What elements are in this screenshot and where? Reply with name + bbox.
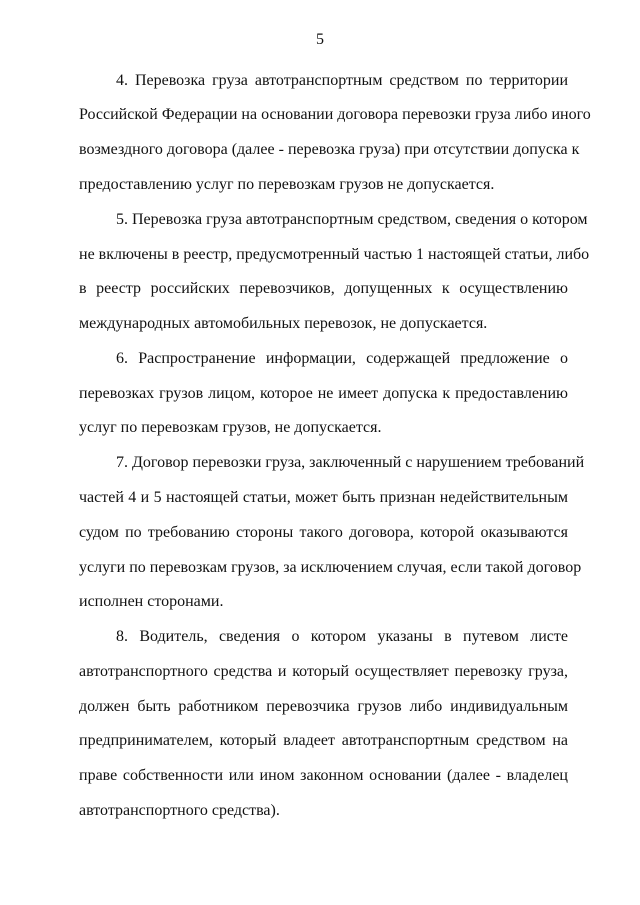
text-line: 5. Перевозка груза автотранспортным средством, сведения о котором [116,211,588,228]
text-line: исполнен сторонами. [79,593,224,610]
text-line: автотранспортного средства и который осуществляет перевозку груза, [79,663,568,680]
text-line: предпринимателем, который владеет автотранспортным средством на [79,732,568,749]
text-line: услуг по перевозкам грузов, не допускается. [79,419,382,436]
text-line: Российской Федерации на основании договора перевозки груза либо иного [79,106,591,123]
text-line: судом по требованию стороны такого договора, которой оказываются [79,524,568,541]
text-line: в реестр российских перевозчиков, допущенных к осуществлению [79,280,568,297]
text-line: возмездного договора (далее - перевозка груза) при отсутствии допуска к [79,141,580,158]
text-line: 6. Распространение информации, содержащей предложение о [116,350,568,367]
text-line: предоставлению услуг по перевозкам грузов не допускается. [79,176,495,193]
text-line: 8. Водитель, сведения о котором указаны в путевом листе [116,628,568,645]
page-number: 5 [316,31,324,48]
text-line: перевозках грузов лицом, которое не имеет допуска к предоставлению [79,385,568,402]
text-line: автотранспортного средства). [79,802,280,819]
text-line: 4. Перевозка груза автотранспортным средством по территории [116,72,568,89]
text-line: праве собственности или ином законном основании (далее - владелец [79,767,568,784]
text-line: 7. Договор перевозки груза, заключенный с нарушением требований [116,454,585,471]
text-line: не включены в реестр, предусмотренный частью 1 настоящей статьи, либо [79,246,590,263]
text-line: частей 4 и 5 настоящей статьи, может быть признан недействительным [79,489,568,506]
text-line: международных автомобильных перевозок, не допускается. [79,315,488,332]
text-line: услуги по перевозкам грузов, за исключением случая, если такой договор [79,559,582,576]
text-line: должен быть работником перевозчика грузов либо индивидуальным [79,698,568,715]
